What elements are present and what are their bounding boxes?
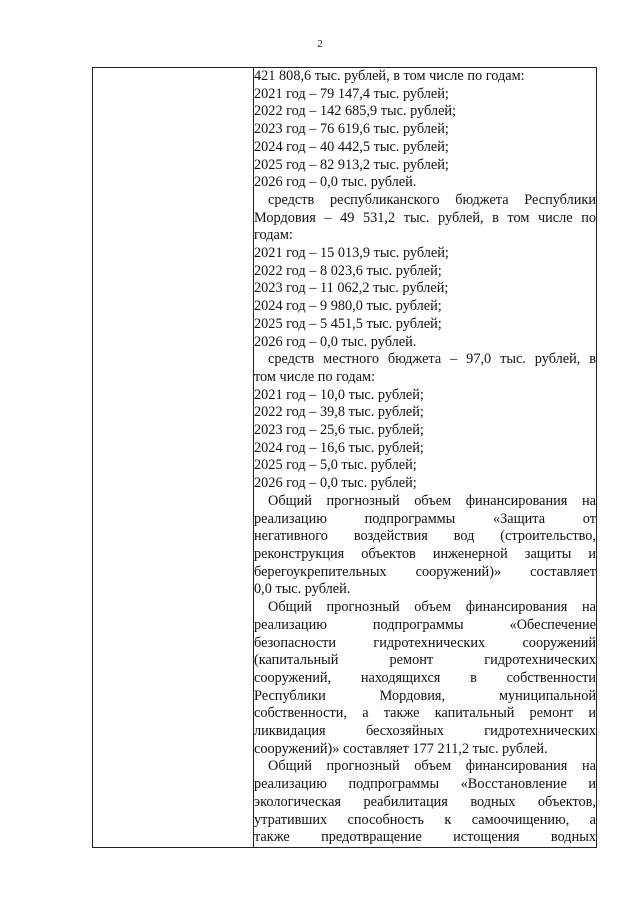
- text-line: ликвидация бесхозяйных гидротехнических: [254, 723, 596, 740]
- text-line: безопасности гидротехнических сооружений: [254, 634, 596, 651]
- text-line: 2025 год – 5 451,5 тыс. рублей;: [254, 315, 442, 332]
- text-line: средств местного бюджета – 97,0 тыс. рублей, в: [268, 351, 596, 368]
- text-line: 2023 год – 11 062,2 тыс. рублей;: [254, 280, 449, 297]
- text-line: 2022 год – 39,8 тыс. рублей;: [254, 404, 424, 421]
- text-line: Общий прогнозный объем финансирования на: [268, 758, 596, 775]
- text-line: 0,0 тыс. рублей.: [254, 581, 351, 598]
- page-number: 2: [317, 38, 323, 50]
- table-right-cell: [254, 68, 597, 848]
- text-line: сооружений)» составляет 177 211,2 тыс. рублей.: [254, 740, 548, 757]
- text-line: негативного воздействия вод (строительство,: [254, 528, 596, 545]
- text-line: 2024 год – 16,6 тыс. рублей;: [254, 439, 424, 456]
- text-line: 2023 год – 76 619,6 тыс. рублей;: [254, 121, 449, 138]
- text-line: 2023 год – 25,6 тыс. рублей;: [254, 422, 424, 439]
- text-line: реализацию подпрограммы «Защита от: [254, 510, 596, 527]
- financing-text: [254, 68, 596, 847]
- text-line: реализацию подпрограммы «Восстановление и: [254, 776, 596, 793]
- text-line: 2024 год – 9 980,0 тыс. рублей;: [254, 298, 442, 315]
- text-line: 2021 год – 79 147,4 тыс. рублей;: [254, 85, 449, 102]
- text-line: 2026 год – 0,0 тыс. рублей.: [254, 333, 417, 350]
- text-line: годам:: [254, 227, 293, 244]
- text-line: реализацию подпрограммы «Обеспечение: [254, 616, 596, 633]
- text-line: 2024 год – 40 442,5 тыс. рублей;: [254, 138, 449, 155]
- text-line: 2021 год – 10,0 тыс. рублей;: [254, 386, 424, 403]
- text-line: Общий прогнозный объем финансирования на: [268, 492, 596, 509]
- text-line: (капитальный ремонт гидротехнических: [254, 652, 596, 669]
- text-line: реконструкция объектов инженерной защиты и: [254, 545, 596, 562]
- text-line: том числе по годам:: [254, 368, 376, 385]
- text-line: Общий прогнозный объем финансирования на: [268, 599, 596, 616]
- text-line: 2021 год – 15 013,9 тыс. рублей;: [254, 245, 449, 262]
- text-line: 2026 год – 0,0 тыс. рублей;: [254, 475, 417, 492]
- text-line: средств республиканского бюджета Республики: [268, 191, 596, 208]
- text-line: Мордовия – 49 531,2 тыс. рублей, в том числе по: [254, 209, 596, 226]
- passport-table: [92, 67, 597, 848]
- table-left-cell: [93, 68, 254, 848]
- text-line: утративших способность к самоочищению, а: [254, 811, 596, 828]
- text-line: 2025 год – 82 913,2 тыс. рублей;: [254, 156, 449, 173]
- text-line: 2025 год – 5,0 тыс. рублей;: [254, 457, 417, 474]
- text-line: 421 808,6 тыс. рублей, в том числе по годам:: [254, 68, 525, 84]
- text-line: собственности, а также капитальный ремонт и: [254, 705, 596, 722]
- text-line: 2022 год – 142 685,9 тыс. рублей;: [254, 103, 457, 120]
- text-line: также предотвращение истощения водных: [254, 829, 596, 846]
- text-line: Республики Мордовия, муниципальной: [254, 687, 596, 704]
- text-line: сооружений, находящихся в собственности: [254, 669, 596, 686]
- text-line: экологическая реабилитация водных объектов,: [254, 793, 596, 810]
- text-line: 2022 год – 8 023,6 тыс. рублей;: [254, 262, 442, 279]
- table-row: [93, 68, 597, 848]
- text-line: берегоукрепительных сооружений)» составляет: [254, 563, 596, 580]
- text-line: 2026 год – 0,0 тыс. рублей.: [254, 174, 417, 191]
